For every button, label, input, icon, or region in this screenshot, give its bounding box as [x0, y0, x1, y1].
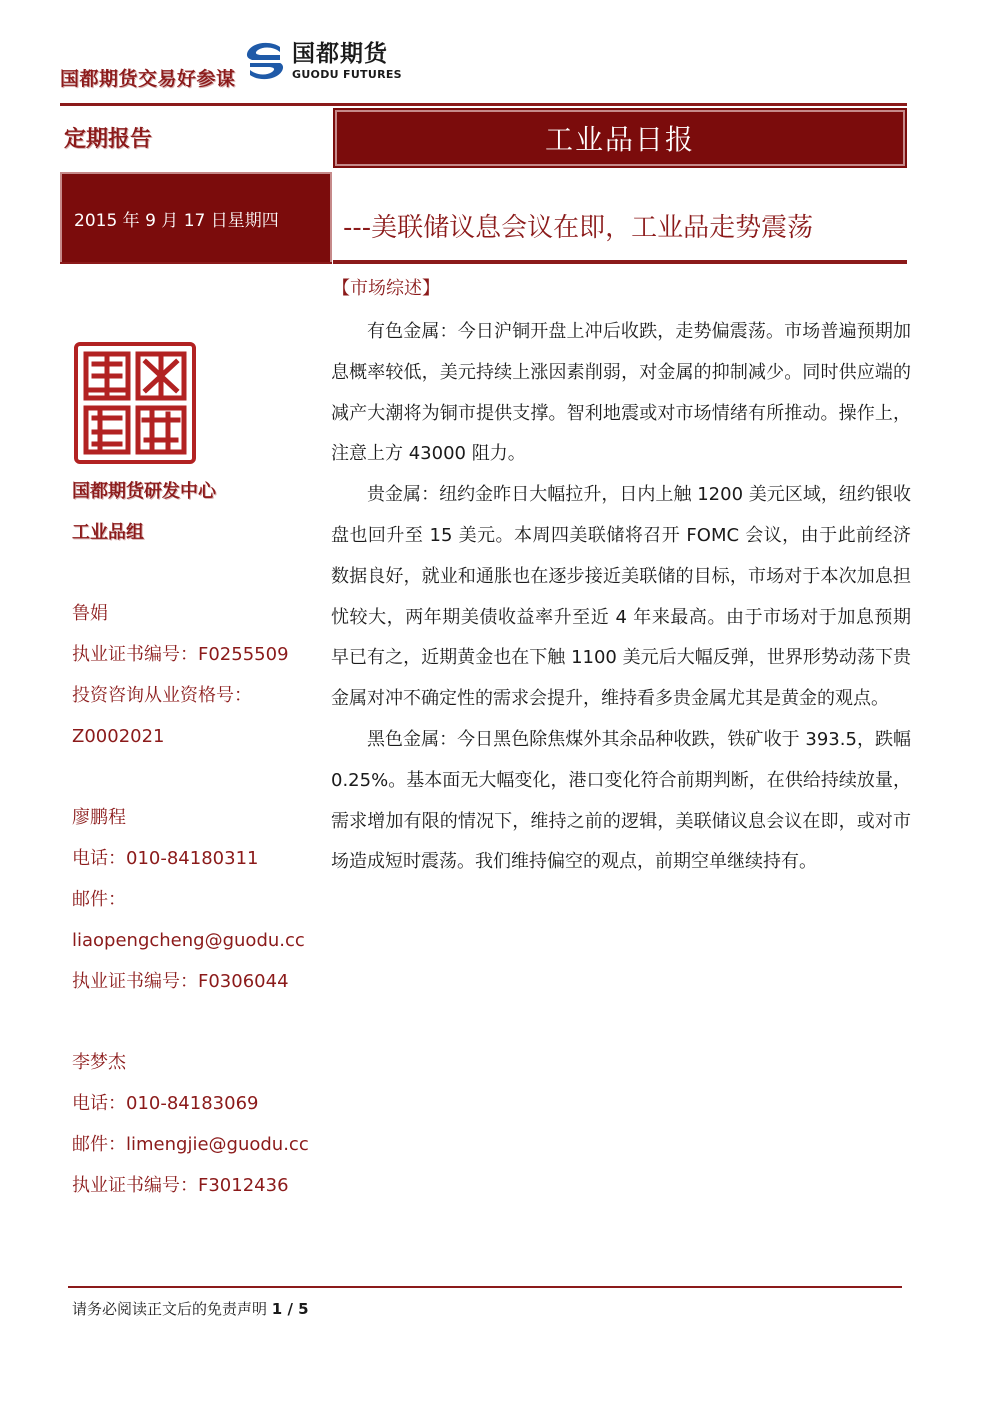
seal-stamp-icon: [72, 340, 198, 466]
footer: [72, 1298, 309, 1319]
analyst-name: 廖鹏程: [72, 807, 126, 829]
analyst-name: 鲁娟: [72, 603, 108, 625]
analyst-info: Z0002021: [72, 725, 165, 747]
analyst-email[interactable]: 邮件：limengjie@guodu.cc: [72, 1133, 309, 1155]
analyst-info: 电话：010-84180311: [72, 848, 259, 870]
analyst-info: 执业证书编号：F0255509: [72, 644, 289, 666]
report-subtitle: ---美联储议息会议在即，工业品走势震荡: [343, 213, 814, 243]
disclaimer-note: 请务必阅读正文后的免责声明: [72, 1300, 268, 1318]
sidebar: [72, 478, 322, 1212]
market-summary: [331, 312, 911, 883]
slogan: 国都期货交易好参谋: [60, 68, 236, 90]
analyst-email[interactable]: liaopengcheng@guodu.cc: [72, 929, 305, 951]
date-rule: [60, 262, 332, 264]
paragraph-ferrous: 黑色金属：今日黑色除焦煤外其余品种收跌，铁矿收于 393.5，跌幅 0.25%。基本面无大幅变化，港口变化符合前期判断，在供给持续放量，需求增加有限的情况下，维持之前的逻辑，美联储议息会议在即，或对市场造成短时震荡。我们维持偏空的观点，前期空单继续持有。: [331, 728, 911, 873]
title-banner: [333, 108, 907, 168]
dept-name: 国都期货研发中心: [72, 481, 216, 502]
report-title: 工业品日报: [544, 123, 695, 156]
page-number: 1 / 5: [271, 1300, 309, 1318]
analyst-name: 李梦杰: [72, 1052, 126, 1074]
report-type: 定期报告: [64, 127, 153, 152]
group-name: 工业品组: [72, 521, 144, 543]
logo-cn-text: 国都期货: [292, 40, 388, 67]
logo-en-text: GUODU FUTURES: [292, 67, 402, 81]
analyst-info: 电话：010-84183069: [72, 1092, 259, 1114]
date-banner: [60, 172, 332, 264]
section-title: 【市场综述】: [332, 278, 440, 299]
logo-mark-icon: [242, 39, 288, 83]
analyst-info: 执业证书编号：F3012436: [72, 1174, 289, 1196]
title-rule: [333, 260, 907, 264]
paragraph-nonferrous: 有色金属：今日沪铜开盘上冲后收跌，走势偏震荡。市场普遍预期加息概率较低，美元持续上涨因素削弱，对金属的抑制减少。同时供应端的减产大潮将为铜市提供支撑。智利地震或对市场情绪有所推动。操作上，注意上方 43000 阻力。: [331, 321, 911, 465]
analyst-info: 邮件：: [72, 888, 126, 910]
company-logo: [242, 38, 416, 84]
paragraph-precious: 贵金属：纽约金昨日大幅拉升，日内上触 1200 美元区域，纽约银收盘也回升至 15 美元。本周四美联储将召开 FOMC 会议，由于此前经济数据良好，就业和通胀也在逐步接近美联储的目标，市场对于本次加息担忧较大，两年期美债收益率升至近 4 年来最高。由于市场对于加息预期早已有之，近期黄金也在下触 1100 美元后大幅反弹，世界形势动荡下贵金属对冲不确定性的需求会提升，维持看多贵金属尤其是黄金的观点。: [331, 484, 911, 710]
report-date: 2015 年 9 月 17 日星期四: [74, 210, 279, 231]
header-rule: [60, 103, 907, 106]
analyst-info: 执业证书编号：F0306044: [72, 970, 289, 992]
analyst-info: 投资咨询从业资格号：: [72, 684, 252, 706]
footer-rule: [68, 1286, 902, 1288]
